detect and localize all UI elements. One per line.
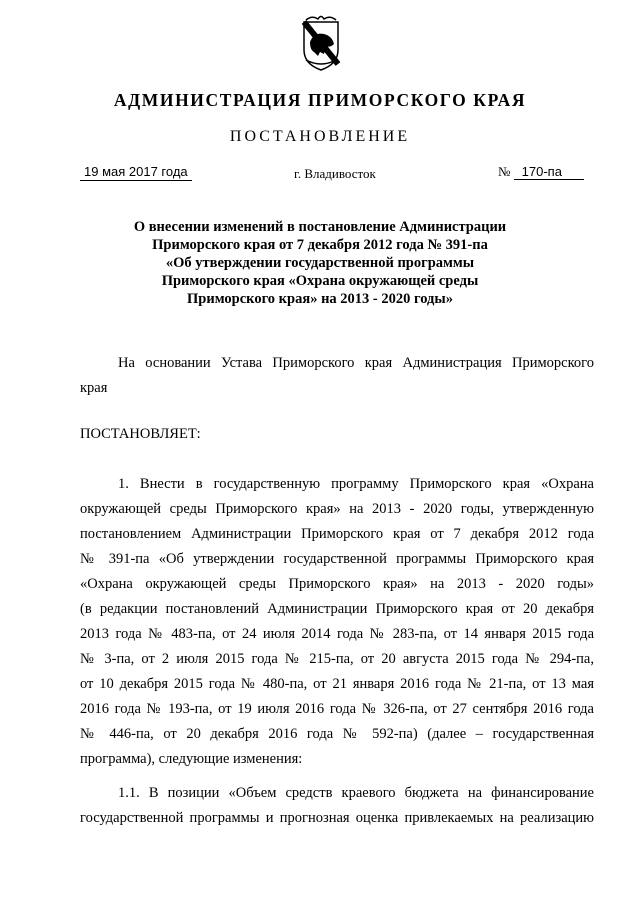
item1-line: окружающей среды Приморского края» на 2013 - 2020 годы, утвержденную <box>80 501 594 517</box>
title-line: «Об утверждении государственной программы <box>165 255 475 271</box>
title-line: Приморского края от 7 декабря 2012 года № 391-па <box>152 237 488 253</box>
document-city: г. Владивосток <box>294 166 376 181</box>
item1-line: № 391-па «Об утверждении государственной программы Приморского края <box>80 551 594 567</box>
item1-line: 2016 года № 193-па, от 19 июля 2016 года № 326-па, от 27 сентября 2016 года <box>80 701 594 717</box>
item1-line: программа), следующие изменения: <box>80 751 303 767</box>
item1-line: «Охрана окружающей среды Приморского края» на 2013 - 2020 годы» <box>80 576 594 592</box>
item11-line: 1.1. В позиции «Объем средств краевого бюджета на финансирование <box>118 785 594 801</box>
item1-line: (в редакции постановлений Администрации Приморского края от 20 декабря <box>80 601 594 617</box>
document-date: 19 мая 2017 года <box>80 164 192 181</box>
document-number <box>498 164 584 180</box>
organization-name: АДМИНИСТРАЦИЯ ПРИМОРСКОГО КРАЯ <box>113 90 527 110</box>
item1-line: от 10 декабря 2015 года № 480-па, от 21 января 2016 года № 21-па, от 13 мая <box>80 676 594 692</box>
number-value: 170-па <box>514 164 584 180</box>
title-line: О внесении изменений в постановление Администрации <box>133 219 507 235</box>
item1-line: 2013 года № 483-па, от 24 июля 2014 года № 283-па, от 14 января 2015 года <box>80 626 594 642</box>
item1-line: № 3-па, от 2 июля 2015 года № 215-па, от 20 августа 2015 года № 294-па, <box>80 651 594 667</box>
title-line: Приморского края «Охрана окружающей среды <box>161 273 479 289</box>
document-type: ПОСТАНОВЛЕНИЕ <box>229 128 411 145</box>
item1-line: № 446-па, от 20 декабря 2016 года № 592-па) (далее – государственная <box>80 726 594 742</box>
number-label: № <box>498 164 511 179</box>
basis-line: края <box>80 380 108 396</box>
item1-line: постановлением Администрации Приморского края от 7 декабря 2012 года <box>80 526 594 542</box>
title-line: Приморского края» на 2013 - 2020 годы» <box>187 291 453 307</box>
basis-line: На основании Устава Приморского края Администрация Приморского <box>118 355 594 371</box>
resolves-heading: ПОСТАНОВЛЯЕТ: <box>80 426 201 442</box>
document-title <box>0 218 640 308</box>
item1-line: 1. Внести в государственную программу Приморского края «Охрана <box>118 476 594 492</box>
item11-line: государственной программы и прогнозная оценка привлекаемых на реализацию <box>80 810 594 826</box>
coat-of-arms-icon <box>300 14 342 72</box>
